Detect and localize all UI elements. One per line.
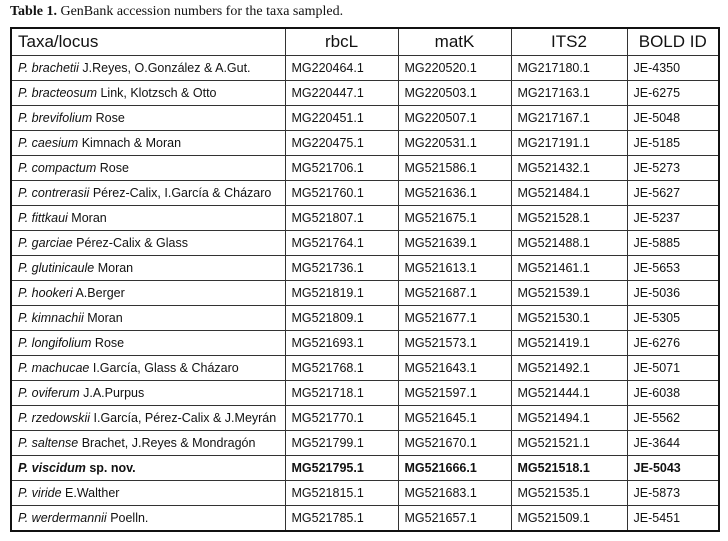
- bold-id-cell: JE-5562: [627, 406, 719, 431]
- header-matk: matK: [398, 28, 511, 56]
- bold-id-cell: JE-5627: [627, 181, 719, 206]
- its2-cell: MG521528.1: [511, 206, 627, 231]
- its2-cell: MG521494.1: [511, 406, 627, 431]
- taxon-cell: [11, 431, 285, 456]
- its2-cell: MG521530.1: [511, 306, 627, 331]
- matk-cell: MG521636.1: [398, 181, 511, 206]
- rbcl-cell: MG521768.1: [285, 356, 398, 381]
- its2-cell: MG521432.1: [511, 156, 627, 181]
- its2-cell: MG521539.1: [511, 281, 627, 306]
- its2-cell: MG521535.1: [511, 481, 627, 506]
- species-authority: Link, Klotzsch & Otto: [100, 86, 217, 100]
- table-row: [11, 156, 719, 181]
- rbcl-cell: MG220451.1: [285, 106, 398, 131]
- bold-id-cell: JE-5451: [627, 506, 719, 532]
- taxon-cell: [11, 106, 285, 131]
- species-authority: Poelln.: [110, 511, 149, 525]
- taxon-cell: [11, 131, 285, 156]
- bold-id-cell: JE-5873: [627, 481, 719, 506]
- its2-cell: MG521419.1: [511, 331, 627, 356]
- matk-cell: MG521573.1: [398, 331, 511, 356]
- rbcl-cell: MG521785.1: [285, 506, 398, 532]
- header-its2: ITS2: [511, 28, 627, 56]
- header-taxa-locus: Taxa/locus: [11, 28, 285, 56]
- bold-id-cell: JE-5653: [627, 256, 719, 281]
- taxon-cell: [11, 206, 285, 231]
- species-name: P. hookeri: [18, 286, 73, 300]
- table-row: [11, 381, 719, 406]
- rbcl-cell: MG521760.1: [285, 181, 398, 206]
- species-authority: Brachet, J.Reyes & Mondragón: [81, 436, 256, 450]
- species-name: P. contrerasii: [18, 186, 90, 200]
- species-name: P. saltense: [18, 436, 79, 450]
- species-name: P. bracteosum: [18, 86, 97, 100]
- table-row: [11, 406, 719, 431]
- species-authority: Pérez-Calix, I.García & Cházaro: [92, 186, 272, 200]
- species-name: P. longifolium: [18, 336, 92, 350]
- its2-cell: MG217167.1: [511, 106, 627, 131]
- species-name: P. rzedowskii: [18, 411, 91, 425]
- matk-cell: MG220507.1: [398, 106, 511, 131]
- bold-id-cell: JE-5043: [627, 456, 719, 481]
- matk-cell: MG521639.1: [398, 231, 511, 256]
- rbcl-cell: MG521807.1: [285, 206, 398, 231]
- table-row: [11, 431, 719, 456]
- species-authority: Moran: [87, 311, 123, 325]
- genbank-accession-table: [10, 27, 720, 532]
- table-row: [11, 206, 719, 231]
- table-caption: [10, 4, 343, 20]
- header-row: [11, 28, 719, 56]
- table-row: [11, 281, 719, 306]
- table-row: [11, 306, 719, 331]
- taxon-cell: [11, 181, 285, 206]
- rbcl-cell: MG521809.1: [285, 306, 398, 331]
- its2-cell: MG217180.1: [511, 56, 627, 81]
- rbcl-cell: MG220464.1: [285, 56, 398, 81]
- taxon-cell: [11, 456, 285, 481]
- species-name: P. garciae: [18, 236, 73, 250]
- matk-cell: MG521687.1: [398, 281, 511, 306]
- its2-cell: MG521509.1: [511, 506, 627, 532]
- species-name: P. caesium: [18, 136, 79, 150]
- taxon-cell: [11, 481, 285, 506]
- matk-cell: MG521666.1: [398, 456, 511, 481]
- species-name: P. brevifolium: [18, 111, 93, 125]
- taxon-cell: [11, 281, 285, 306]
- table-row: [11, 131, 719, 156]
- matk-cell: MG521683.1: [398, 481, 511, 506]
- species-name: P. compactum: [18, 161, 97, 175]
- taxon-cell: [11, 356, 285, 381]
- matk-cell: MG521670.1: [398, 431, 511, 456]
- species-name: P. machucae: [18, 361, 90, 375]
- bold-id-cell: JE-6276: [627, 331, 719, 356]
- species-authority: J.A.Purpus: [83, 386, 145, 400]
- rbcl-cell: MG521770.1: [285, 406, 398, 431]
- caption-text: GenBank accession numbers for the taxa sampled.: [60, 4, 344, 19]
- species-authority: A.Berger: [75, 286, 125, 300]
- matk-cell: MG521643.1: [398, 356, 511, 381]
- table-row: [11, 331, 719, 356]
- rbcl-cell: MG521795.1: [285, 456, 398, 481]
- species-authority: Rose: [94, 336, 125, 350]
- bold-id-cell: JE-5185: [627, 131, 719, 156]
- species-authority: I.García, Glass & Cházaro: [92, 361, 239, 375]
- caption-label: Table 1.: [10, 4, 57, 19]
- species-authority: I.García, Pérez-Calix & J.Meyrán: [93, 411, 277, 425]
- bold-id-cell: JE-5237: [627, 206, 719, 231]
- bold-id-cell: JE-5036: [627, 281, 719, 306]
- bold-id-cell: JE-5885: [627, 231, 719, 256]
- rbcl-cell: MG521736.1: [285, 256, 398, 281]
- taxon-cell: [11, 231, 285, 256]
- species-name: P. viride: [18, 486, 62, 500]
- rbcl-cell: MG521764.1: [285, 231, 398, 256]
- taxon-cell: [11, 406, 285, 431]
- header-bold-id: BOLD ID: [627, 28, 719, 56]
- its2-cell: MG521461.1: [511, 256, 627, 281]
- species-authority: Rose: [99, 161, 129, 175]
- species-name: P. fittkaui: [18, 211, 68, 225]
- its2-cell: MG521518.1: [511, 456, 627, 481]
- rbcl-cell: MG521718.1: [285, 381, 398, 406]
- matk-cell: MG521597.1: [398, 381, 511, 406]
- bold-id-cell: JE-5048: [627, 106, 719, 131]
- species-authority: Kimnach & Moran: [81, 136, 182, 150]
- its2-cell: MG521488.1: [511, 231, 627, 256]
- species-authority: Moran: [71, 211, 107, 225]
- header-rbcl: rbcL: [285, 28, 398, 56]
- bold-id-cell: JE-5273: [627, 156, 719, 181]
- matk-cell: MG521675.1: [398, 206, 511, 231]
- table-row: [11, 456, 719, 481]
- species-authority: Moran: [97, 261, 134, 275]
- its2-cell: MG217191.1: [511, 131, 627, 156]
- species-name: P. oviferum: [18, 386, 80, 400]
- taxon-cell: [11, 256, 285, 281]
- rbcl-cell: MG521799.1: [285, 431, 398, 456]
- table-row: [11, 506, 719, 532]
- bold-id-cell: JE-4350: [627, 56, 719, 81]
- its2-cell: MG521492.1: [511, 356, 627, 381]
- bold-id-cell: JE-3644: [627, 431, 719, 456]
- matk-cell: MG521657.1: [398, 506, 511, 532]
- table-row: [11, 256, 719, 281]
- table-row: [11, 106, 719, 131]
- table-row: [11, 231, 719, 256]
- rbcl-cell: MG521693.1: [285, 331, 398, 356]
- species-authority: Rose: [95, 111, 125, 125]
- rbcl-cell: MG220475.1: [285, 131, 398, 156]
- table-row: [11, 481, 719, 506]
- species-name: P. glutinicaule: [18, 261, 95, 275]
- taxon-cell: [11, 156, 285, 181]
- taxon-cell: [11, 381, 285, 406]
- taxon-cell: [11, 331, 285, 356]
- species-name: P. viscidum: [18, 461, 86, 475]
- matk-cell: MG521677.1: [398, 306, 511, 331]
- rbcl-cell: MG521706.1: [285, 156, 398, 181]
- species-authority: E.Walther: [65, 486, 120, 500]
- taxon-cell: [11, 81, 285, 106]
- species-name: P. brachetii: [18, 61, 79, 75]
- species-authority: sp. nov.: [89, 461, 136, 475]
- its2-cell: MG521521.1: [511, 431, 627, 456]
- matk-cell: MG220520.1: [398, 56, 511, 81]
- taxon-cell: [11, 56, 285, 81]
- rbcl-cell: MG220447.1: [285, 81, 398, 106]
- taxon-cell: [11, 506, 285, 532]
- table-row: [11, 56, 719, 81]
- table-row: [11, 81, 719, 106]
- species-authority: J.Reyes, O.González & A.Gut.: [82, 61, 251, 75]
- rbcl-cell: MG521819.1: [285, 281, 398, 306]
- rbcl-cell: MG521815.1: [285, 481, 398, 506]
- species-name: P. kimnachii: [18, 311, 84, 325]
- bold-id-cell: JE-5071: [627, 356, 719, 381]
- its2-cell: MG217163.1: [511, 81, 627, 106]
- matk-cell: MG521613.1: [398, 256, 511, 281]
- bold-id-cell: JE-5305: [627, 306, 719, 331]
- its2-cell: MG521484.1: [511, 181, 627, 206]
- taxon-cell: [11, 306, 285, 331]
- bold-id-cell: JE-6038: [627, 381, 719, 406]
- table-row: [11, 181, 719, 206]
- matk-cell: MG521586.1: [398, 156, 511, 181]
- table-row: [11, 356, 719, 381]
- species-authority: Pérez-Calix & Glass: [76, 236, 188, 250]
- matk-cell: MG220503.1: [398, 81, 511, 106]
- matk-cell: MG220531.1: [398, 131, 511, 156]
- bold-id-cell: JE-6275: [627, 81, 719, 106]
- its2-cell: MG521444.1: [511, 381, 627, 406]
- matk-cell: MG521645.1: [398, 406, 511, 431]
- species-name: P. werdermannii: [18, 511, 107, 525]
